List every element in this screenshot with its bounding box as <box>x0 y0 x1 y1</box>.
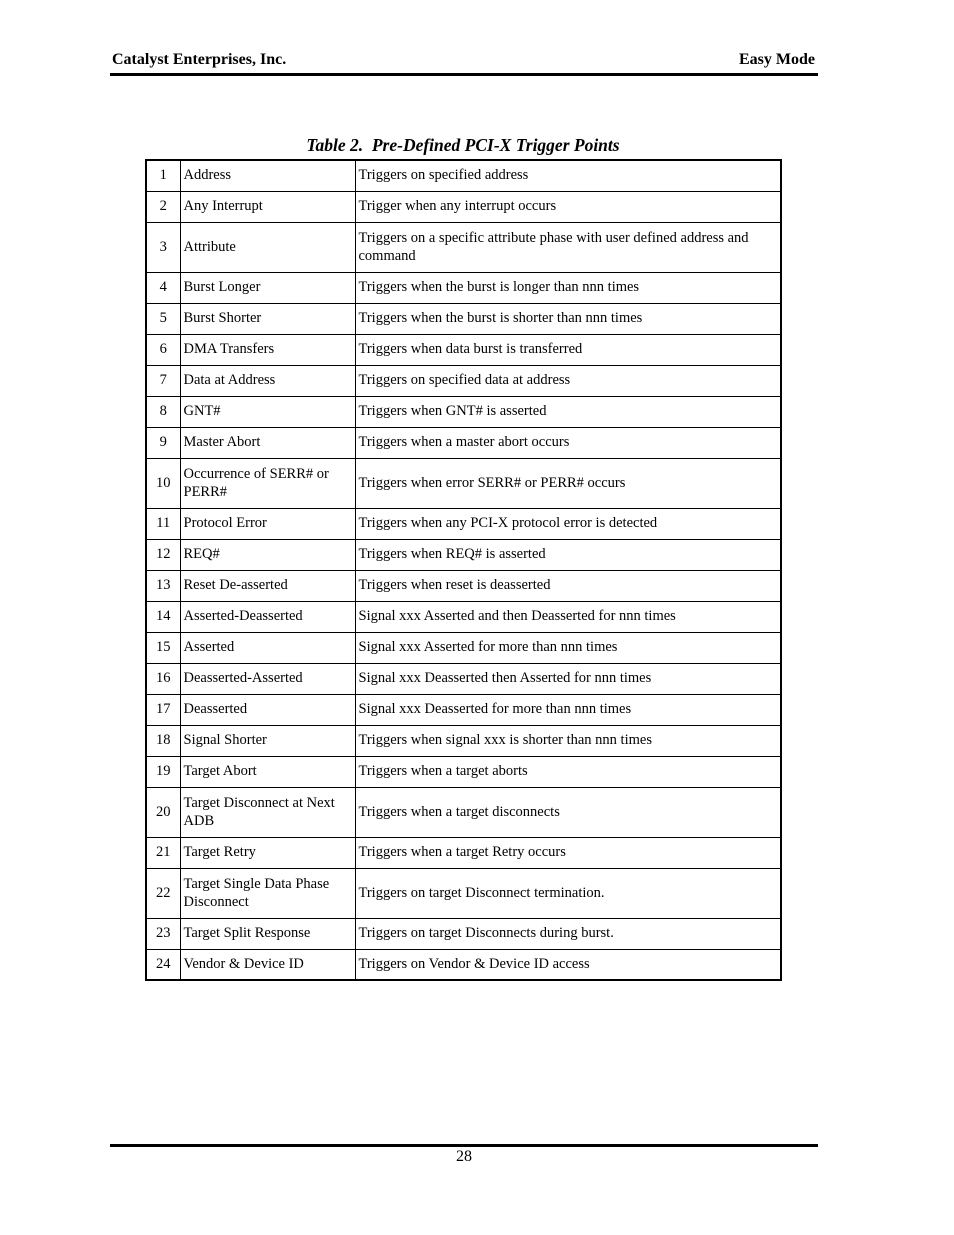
trigger-name: Target Abort <box>180 756 355 787</box>
trigger-name: GNT# <box>180 396 355 427</box>
trigger-description: Triggers on Vendor & Device ID access <box>355 949 781 980</box>
table-row <box>146 365 781 396</box>
trigger-number: 22 <box>146 868 180 918</box>
table-row <box>146 918 781 949</box>
trigger-name: Target Retry <box>180 837 355 868</box>
trigger-name: Target Split Response <box>180 918 355 949</box>
trigger-name: Burst Shorter <box>180 303 355 334</box>
trigger-name: Asserted <box>180 632 355 663</box>
trigger-number: 17 <box>146 694 180 725</box>
table-row <box>146 272 781 303</box>
trigger-number: 2 <box>146 191 180 222</box>
table-row <box>146 787 781 837</box>
trigger-description: Triggers when data burst is transferred <box>355 334 781 365</box>
trigger-number: 9 <box>146 427 180 458</box>
trigger-number: 12 <box>146 539 180 570</box>
trigger-description: Triggers when reset is deasserted <box>355 570 781 601</box>
trigger-name: Signal Shorter <box>180 725 355 756</box>
trigger-number: 10 <box>146 458 180 508</box>
trigger-name: Deasserted-Asserted <box>180 663 355 694</box>
trigger-number: 5 <box>146 303 180 334</box>
trigger-number: 18 <box>146 725 180 756</box>
trigger-description: Triggers on specified data at address <box>355 365 781 396</box>
trigger-name: Occurrence of SERR# or PERR# <box>180 458 355 508</box>
table-row <box>146 191 781 222</box>
trigger-points-table <box>145 159 782 981</box>
trigger-description: Signal xxx Asserted for more than nnn times <box>355 632 781 663</box>
trigger-description: Triggers when REQ# is asserted <box>355 539 781 570</box>
trigger-number: 16 <box>146 663 180 694</box>
table-row <box>146 632 781 663</box>
table-row <box>146 427 781 458</box>
table-row <box>146 222 781 272</box>
trigger-name: Deasserted <box>180 694 355 725</box>
table-row <box>146 725 781 756</box>
trigger-number: 1 <box>146 160 180 191</box>
table-row <box>146 570 781 601</box>
trigger-description: Triggers when a target disconnects <box>355 787 781 837</box>
table-caption: Table 2. Pre-Defined PCI-X Trigger Points <box>306 135 620 155</box>
trigger-description: Triggers on target Disconnects during burst. <box>355 918 781 949</box>
trigger-number: 13 <box>146 570 180 601</box>
trigger-description: Triggers when the burst is shorter than nnn times <box>355 303 781 334</box>
trigger-name: Protocol Error <box>180 508 355 539</box>
trigger-number: 21 <box>146 837 180 868</box>
table-row <box>146 539 781 570</box>
trigger-name: Target Disconnect at Next ADB <box>180 787 355 837</box>
trigger-name: Reset De-asserted <box>180 570 355 601</box>
trigger-number: 6 <box>146 334 180 365</box>
trigger-name: Any Interrupt <box>180 191 355 222</box>
table-row <box>146 837 781 868</box>
footer-divider <box>110 1144 818 1147</box>
trigger-number: 4 <box>146 272 180 303</box>
trigger-name: REQ# <box>180 539 355 570</box>
trigger-description: Signal xxx Deasserted then Asserted for nnn times <box>355 663 781 694</box>
trigger-description: Triggers on target Disconnect termination. <box>355 868 781 918</box>
trigger-number: 24 <box>146 949 180 980</box>
trigger-name: Attribute <box>180 222 355 272</box>
trigger-number: 7 <box>146 365 180 396</box>
trigger-name: Asserted-Deasserted <box>180 601 355 632</box>
trigger-number: 15 <box>146 632 180 663</box>
trigger-description: Signal xxx Deasserted for more than nnn times <box>355 694 781 725</box>
page-header <box>111 51 817 73</box>
trigger-description: Trigger when any interrupt occurs <box>355 191 781 222</box>
trigger-description: Triggers when any PCI-X protocol error is detected <box>355 508 781 539</box>
trigger-number: 8 <box>146 396 180 427</box>
trigger-number: 14 <box>146 601 180 632</box>
trigger-description: Triggers when signal xxx is shorter than nnn times <box>355 725 781 756</box>
trigger-description: Triggers when a target Retry occurs <box>355 837 781 868</box>
section-title: Easy Mode <box>739 51 815 68</box>
table-row <box>146 868 781 918</box>
table-row <box>146 458 781 508</box>
header-divider <box>110 73 818 76</box>
trigger-number: 23 <box>146 918 180 949</box>
trigger-description: Triggers when the burst is longer than nnn times <box>355 272 781 303</box>
trigger-number: 3 <box>146 222 180 272</box>
trigger-description: Signal xxx Asserted and then Deasserted for nnn times <box>355 601 781 632</box>
trigger-number: 11 <box>146 508 180 539</box>
trigger-name: Address <box>180 160 355 191</box>
table-row <box>146 694 781 725</box>
trigger-description: Triggers when a master abort occurs <box>355 427 781 458</box>
trigger-description: Triggers when a target aborts <box>355 756 781 787</box>
trigger-name: Burst Longer <box>180 272 355 303</box>
trigger-name: Data at Address <box>180 365 355 396</box>
table-row <box>146 396 781 427</box>
table-row <box>146 303 781 334</box>
table-row <box>146 949 781 980</box>
trigger-description: Triggers when error SERR# or PERR# occurs <box>355 458 781 508</box>
table-row <box>146 334 781 365</box>
trigger-description: Triggers on specified address <box>355 160 781 191</box>
table-row <box>146 756 781 787</box>
table-row <box>146 601 781 632</box>
trigger-description: Triggers when GNT# is asserted <box>355 396 781 427</box>
trigger-name: Vendor & Device ID <box>180 949 355 980</box>
company-name: Catalyst Enterprises, Inc. <box>112 51 287 68</box>
trigger-name: Target Single Data Phase Disconnect <box>180 868 355 918</box>
table-row <box>146 160 781 191</box>
table-row <box>146 508 781 539</box>
trigger-number: 19 <box>146 756 180 787</box>
trigger-name: DMA Transfers <box>180 334 355 365</box>
trigger-name: Master Abort <box>180 427 355 458</box>
trigger-number: 20 <box>146 787 180 837</box>
table-row <box>146 663 781 694</box>
trigger-description: Triggers on a specific attribute phase with user defined address and command <box>355 222 781 272</box>
page-number: 28 <box>456 1148 472 1165</box>
